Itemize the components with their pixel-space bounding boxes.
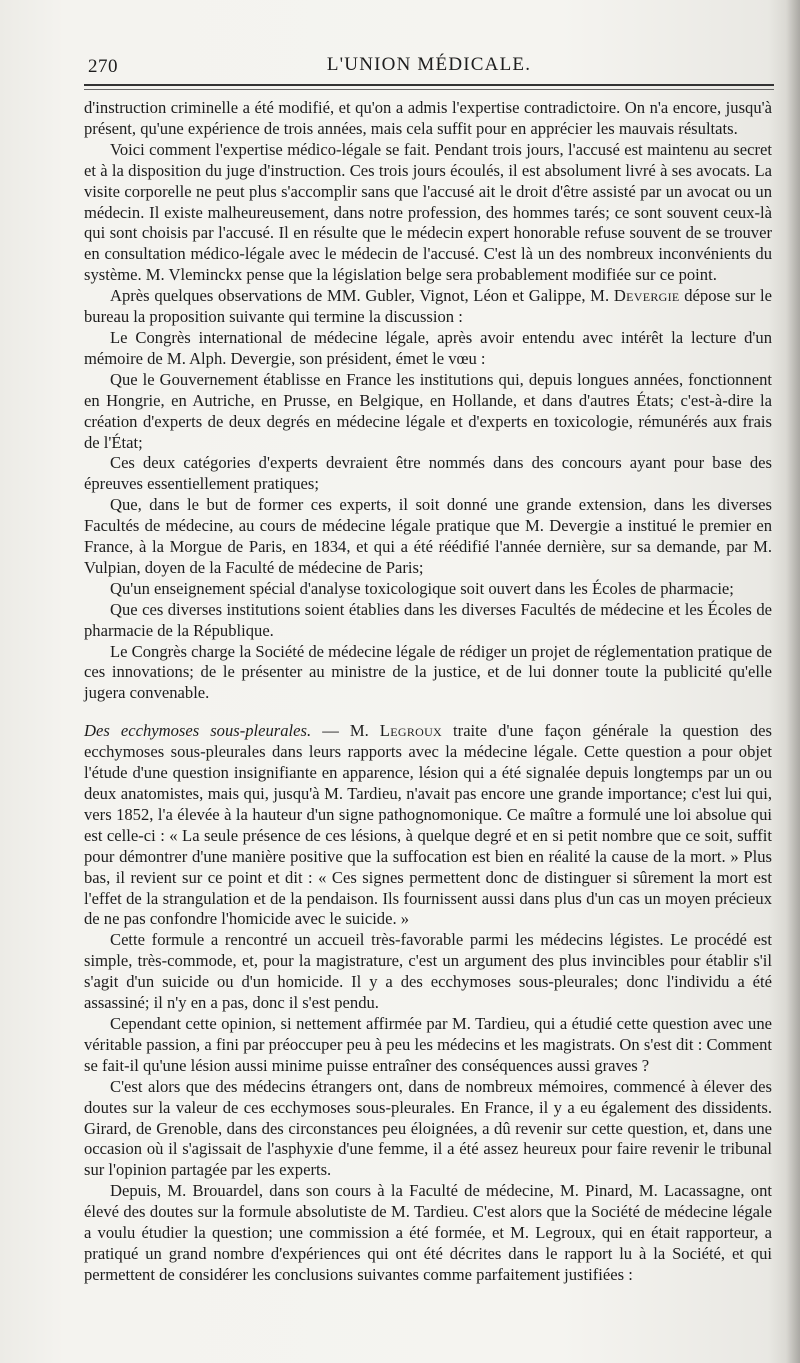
section-title: Des ecchymoses sous-pleurales. (84, 721, 312, 741)
paragraph: Depuis, M. Brouardel, dans son cours à la Faculté de médecine, M. Pinard, M. Lacassagne, ont élevé des doutes sur la formule absolutiste de M. Tardieu. C'est alors que la Société de médecine légale a voulu étudier la question; une commission a été formée, et M. Legroux, qui en était rapporteur, a pratiqué un grand nombre d'expériences qui ont été décrites dans le rapport lu à la Société, et qui permettent de considérer les conclusions suivantes comme parfaitement justifiées : (84, 1181, 772, 1284)
paragraph (84, 286, 772, 328)
paragraph: d'instruction criminelle a été modifié, et qu'on a admis l'expertise contradictoire. On n'a encore, jusqu'à présent, qu'une expérience de trois années, mais cela suffit pour en apprécier les mauvais résultats. (84, 98, 772, 138)
person-name: Devergie (613, 286, 680, 306)
paragraph: Que ces diverses institutions soient établies dans les diverses Facultés de médecine et les Écoles de pharmacie de la République. (84, 599, 772, 640)
paragraph: Le Congrès charge la Société de médecine légale de rédiger un projet de réglementation pratique de ces innovations; de le présenter au ministre de la justice, et de lui donner toute la publicité qu'elle jugera convenable. (84, 641, 772, 703)
paragraph: Voici comment l'expertise médico-légale se fait. Pendant trois jours, l'accusé est maintenu au secret et à la disposition du juge d'instruction. Ces trois jours écoulés, il est absolument livré à ses avocats. La visite corporelle ne peut plus s'accomplir sans que l'accusé ait le droit d'être assisté par un avocat ou un médecin. Il existe malheureusement, dans notre profession, des hommes tarés; ce sont souvent ceux-là qui sont choisis par l'accusé. Il en résulte que le médecin expert honorable refuse souvent de se trouver en consultation médico-légale avec le médecin de l'accusé. C'est là un des nombreux inconvénients du système. M. Vleminckx pense que la législation belge sera probablement modifiée sur ce point. (84, 139, 772, 285)
paragraph: C'est alors que des médecins étrangers ont, dans de nombreux mémoires, commencé à élever des doutes sur la valeur de ces ecchymoses sous-pleurales. En France, il y a eu également des dissidents. Girard, de Grenoble, dans des circonstances peu éloignées, a dû revenir sur cette question, et, dans une occasion où il s'agissait de l'asphyxie d'une femme, il a été assez heureux pour faire revenir le tribunal sur l'opinion partagée par les experts. (84, 1076, 772, 1180)
section-paragraph (84, 721, 772, 930)
person-name: Legroux (379, 721, 443, 741)
paragraph: Cependant cette opinion, si nettement affirmée par M. Tardieu, qui a étudié cette question avec une véritable passion, a fini par préoccuper peu à peu les médecins et les magistrats. On s'est dit : Comment se fait-il qu'une lésion aussi minime puisse entraîner des conséquences aussi graves ? (84, 1013, 772, 1075)
page-edge-shadow (786, 0, 800, 1363)
paragraph: Cette formule a rencontré un accueil très-favorable parmi les médecins légistes. Le procédé est simple, très-commode, et, pour la magistrature, c'est un argument des plus invincibles pour établir s'il s'agit d'un suicide ou d'un homicide. Il y a des ecchymoses sous-pleurales; donc l'individu a été assassiné; il n'y en a pas, donc il s'est pendu. (84, 930, 772, 1013)
paragraph: Qu'un enseignement spécial d'analyse toxicologique soit ouvert dans les Écoles de pharmacie; (110, 578, 734, 598)
page-number: 270 (88, 56, 118, 77)
paragraph: Que, dans le but de former ces experts, il soit donné une grande extension, dans les diverses Facultés de médecine, au cours de médecine légale pratique que M. Devergie a institué le premier en France, à la Morgue de Paris, en 1834, et qui a été réédifié l'année dernière, sur sa demande, par M. Vulpian, doyen de la Faculté de médecine de Paris; (84, 495, 772, 577)
paragraph: Le Congrès international de médecine légale, après avoir entendu avec intérêt la lecture d'un mémoire de M. Alph. Devergie, son président, émet le vœu : (84, 327, 772, 368)
section-dash: — M. (311, 721, 380, 741)
header-rule-thin (84, 89, 774, 90)
article-body (84, 98, 772, 1286)
paragraph-text: Après quelques observations de MM. Gubler, Vignot, Léon et Galippe, M. (110, 286, 614, 306)
page-header (84, 54, 774, 84)
paragraph: Que le Gouvernement établisse en France les institutions qui, depuis longues années, fonctionnent en Hongrie, en Autriche, en Prusse, en Belgique, en Hollande, et dans d'autres États; c'est-à-dire la création d'experts de deux degrés en médecine légale et d'experts en toxicologie, rémunérés aux frais de l'État; (84, 369, 772, 452)
header-rule (84, 84, 774, 86)
running-title: L'UNION MÉDICALE. (326, 54, 532, 75)
paragraph-text: traite d'une façon générale la question des ecchymoses sous-pleurales dans leurs rapports avec la médecine légale. Cette question a pour objet l'étude d'une question insignifiante en apparence, lésion qui a été signalée depuis longtemps par un ou deux anatomistes, mais qui, jusqu'à M. Tardieu, n'avait pas encore une grande importance; c'est lui qui, vers 1852, l'a élevée à la hauteur d'un signe pathognomonique. Ce maître a formulé une loi absolue qui est celle-ci : « La seule présence de ces lésions, à quelque degré et en si petit nombre que ce soit, suffit pour démontrer d'une manière positive que la suffocation est bien en réalité la cause de la mort. » Plus bas, il revient sur ce point et dit : « Ces signes permettent donc de distinguer si sûrement la mort est l'effet de la strangulation et de la pendaison. Ils fournissent aussi dans plus d'un cas un moyen précieux de ne pas confondre l'homicide avec le suicide. » (84, 721, 772, 929)
paragraph-text: dépose sur le bureau la proposition suivante qui termine la discussion : (84, 286, 773, 327)
paragraph: Ces deux catégories d'experts devraient être nommés dans des concours ayant pour base des épreuves essentiellement pratiques; (84, 453, 772, 494)
